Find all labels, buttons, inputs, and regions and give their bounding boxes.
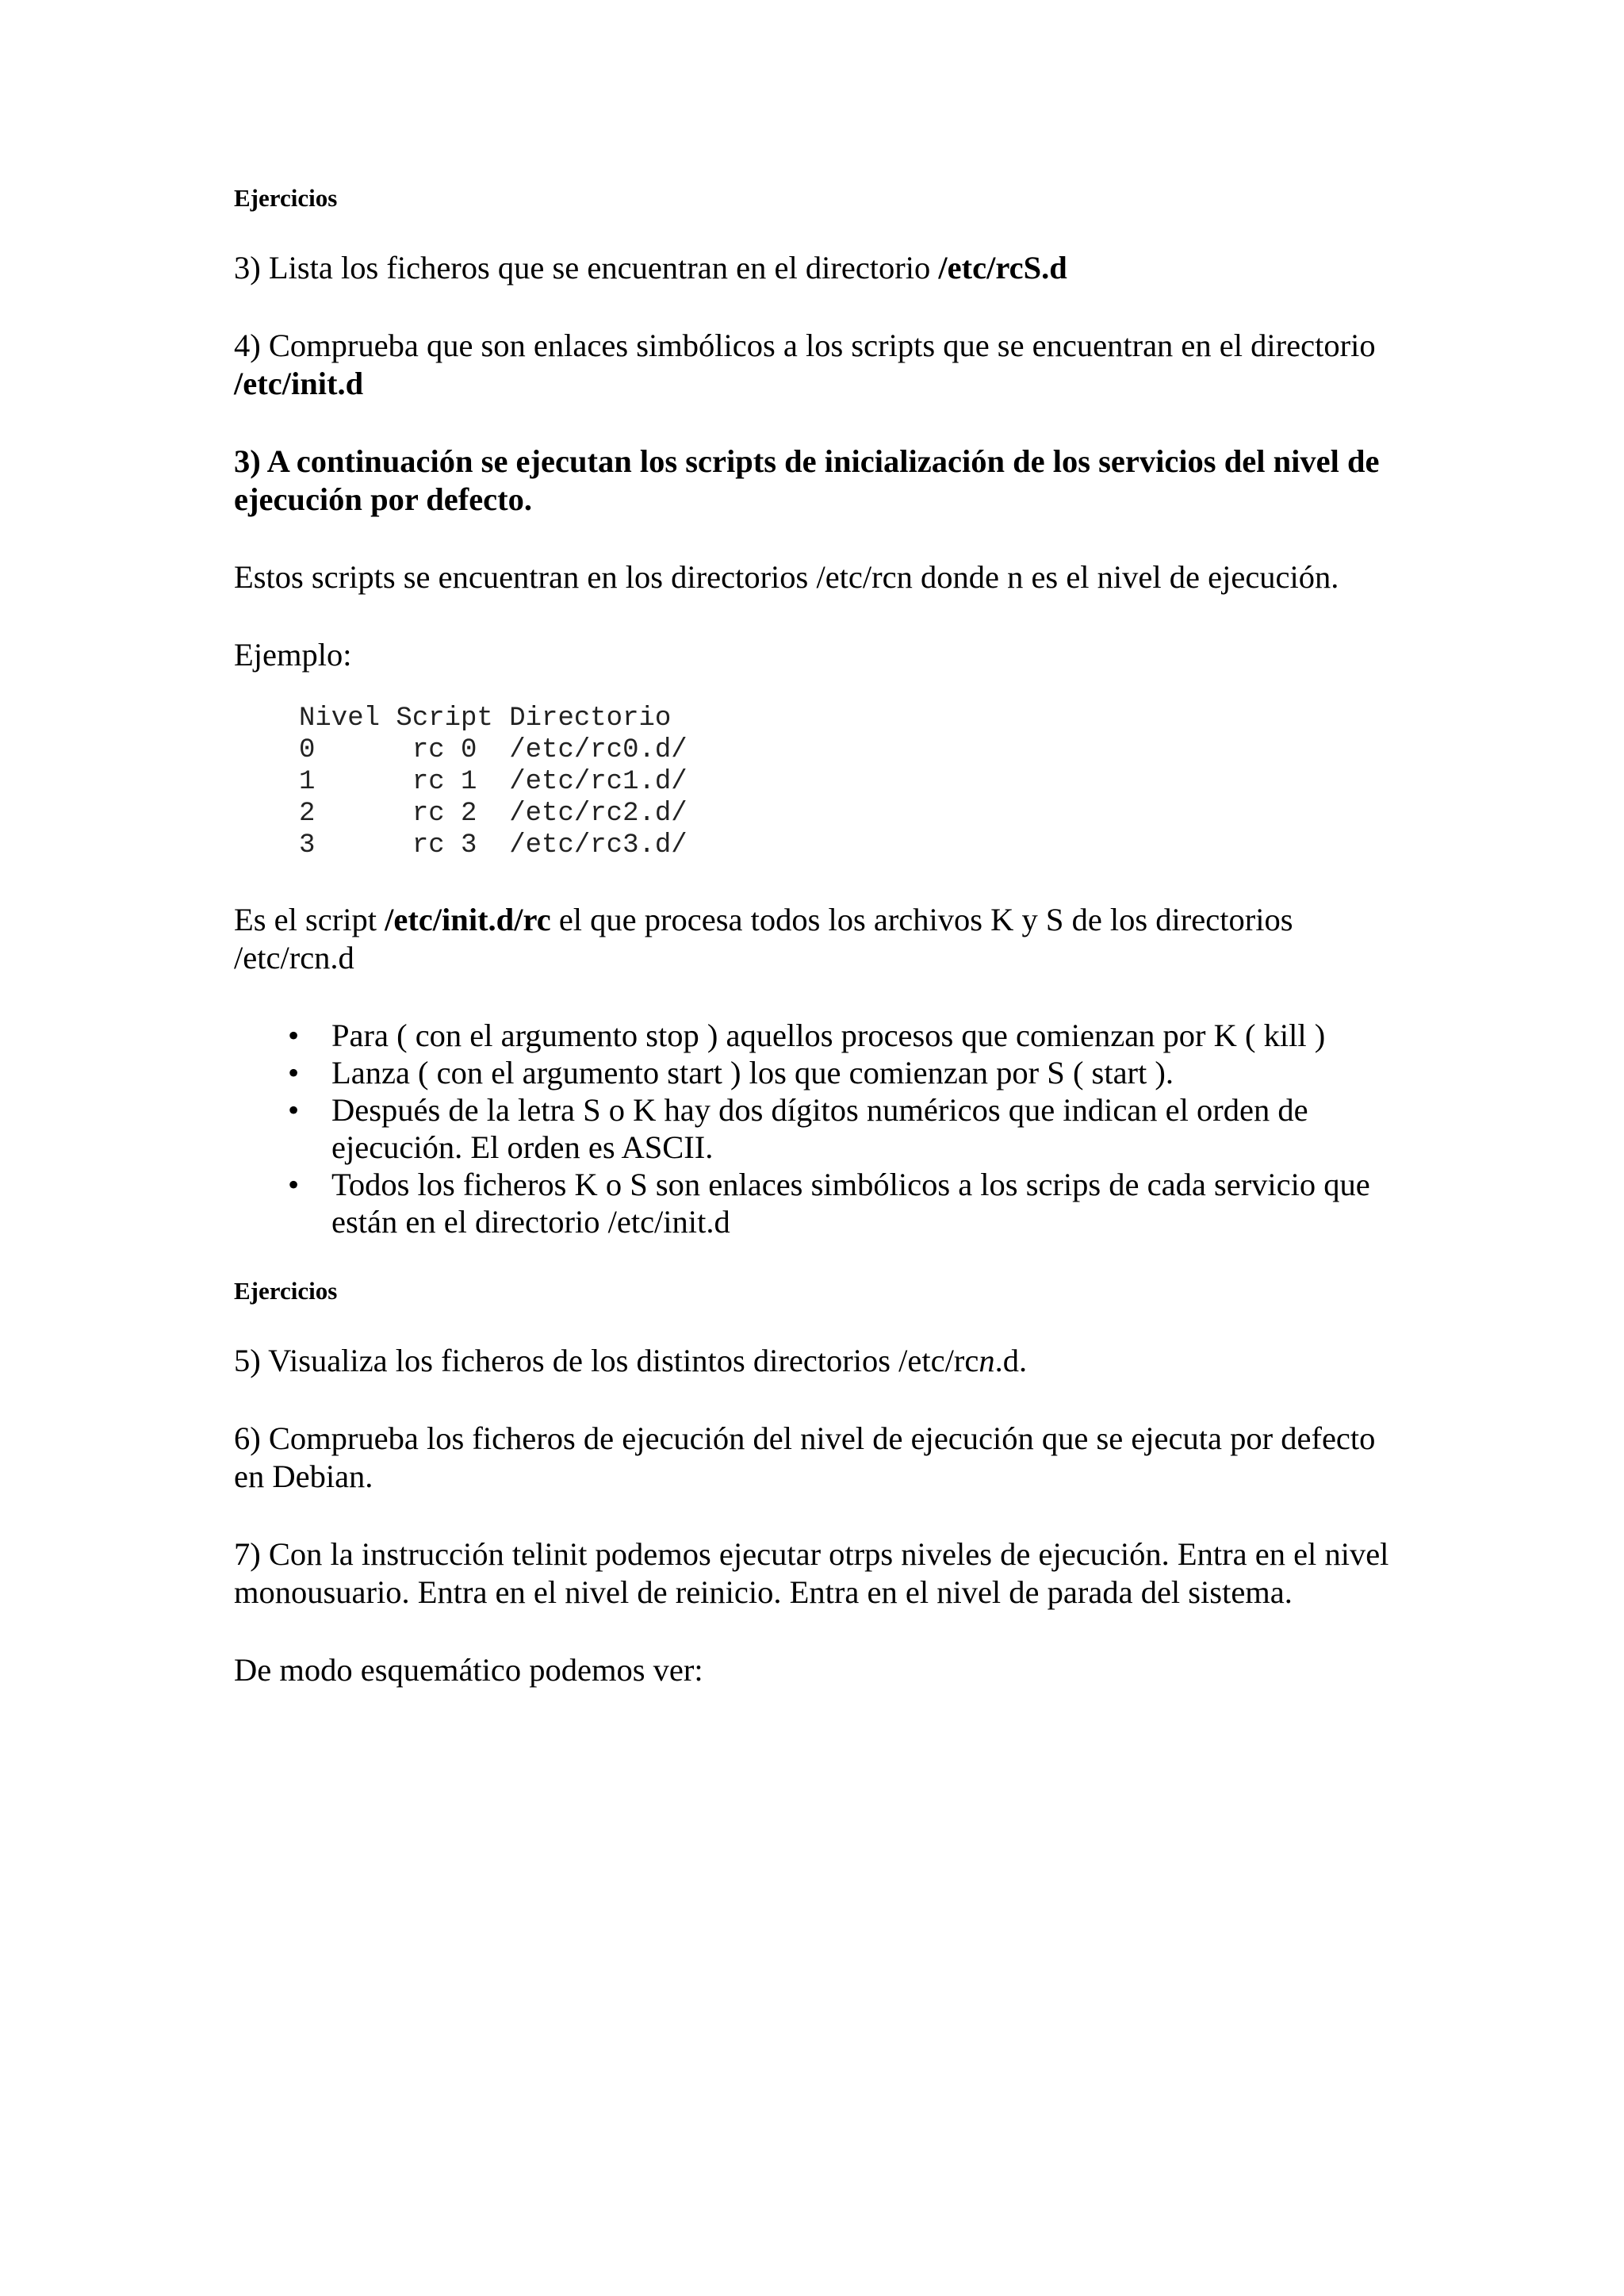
exercise-5-text: 5) Visualiza los ficheros de los distintos directorios /etc/rc [234,1343,979,1378]
table-row: 2 rc 2 /etc/rc2.d/ [299,799,688,829]
exercise-6: 6) Comprueba los ficheros de ejecución del nivel de ejecución que se ejecuta por defecto en Debian. [234,1420,1376,1494]
example-label: Ejemplo: [234,637,352,673]
bullet-list [234,1017,1408,1240]
exercise-4-text: 4) Comprueba que son enlaces simbólicos a los scripts que se encuentran en el directorio [234,328,1376,363]
section-heading: Ejercicios [234,184,338,212]
bullet-icon: • [288,1167,300,1202]
rc-path: /etc/init.d/rc [385,902,551,937]
bullet-icon: • [288,1018,300,1053]
table-row: 3 rc 3 /etc/rc3.d/ [299,830,688,861]
exercise-4-path: /etc/init.d [234,366,364,401]
section-heading: Ejercicios [234,1277,338,1305]
rc-text-post: el que procesa todos los archivos K y S de los directorios /etc/rcn.d [234,902,1293,976]
list-item [234,1091,1408,1166]
exercise-5 [234,1342,1408,1380]
rc-paragraph [234,901,1408,977]
scripts-paragraph: Estos scripts se encuentran en los directorios /etc/rcn donde n es el nivel de ejecución. [234,559,1339,595]
rc-text-pre: Es el script [234,902,385,937]
exercise-4 [234,327,1408,403]
step-3-heading: 3) A continuación se ejecutan los scripts de inicialización de los servicios del nivel de ejecución por defecto. [234,443,1380,517]
exercise-5-italic: n [979,1343,995,1378]
schematic-label: De modo esquemático podemos ver: [234,1652,703,1688]
runlevel-table [299,703,1408,861]
list-item [234,1017,1408,1054]
list-item-text: Lanza ( con el argumento start ) los que comienzan por S ( start ). [331,1055,1174,1091]
list-item [234,1166,1408,1240]
exercise-3-path: /etc/rcS.d [938,250,1067,286]
document-page [234,182,1408,1689]
list-item-text: Para ( con el argumento stop ) aquellos procesos que comienzan por K ( kill ) [331,1018,1326,1053]
table-header: Nivel Script Directorio [299,703,672,734]
table-row: 0 rc 0 /etc/rc0.d/ [299,735,688,765]
exercise-3 [234,249,1408,287]
list-item-text: Todos los ficheros K o S son enlaces simbólicos a los scrips de cada servicio que están en el directorio /etc/init.d [331,1167,1370,1240]
bullet-icon: • [288,1092,300,1128]
table-row: 1 rc 1 /etc/rc1.d/ [299,767,688,797]
exercise-7: 7) Con la instrucción telinit podemos ejecutar otrps niveles de ejecución. Entra en el nivel monousuario. Entra en el nivel de reinicio. Entra en el nivel de parada del sistema. [234,1536,1389,1610]
bullet-icon: • [288,1055,300,1091]
list-item [234,1054,1408,1091]
list-item-text: Después de la letra S o K hay dos dígitos numéricos que indican el orden de ejecución. El orden es ASCII. [331,1092,1308,1165]
exercise-3-text: 3) Lista los ficheros que se encuentran en el directorio [234,250,939,286]
exercise-5-text-post: .d. [994,1343,1028,1378]
